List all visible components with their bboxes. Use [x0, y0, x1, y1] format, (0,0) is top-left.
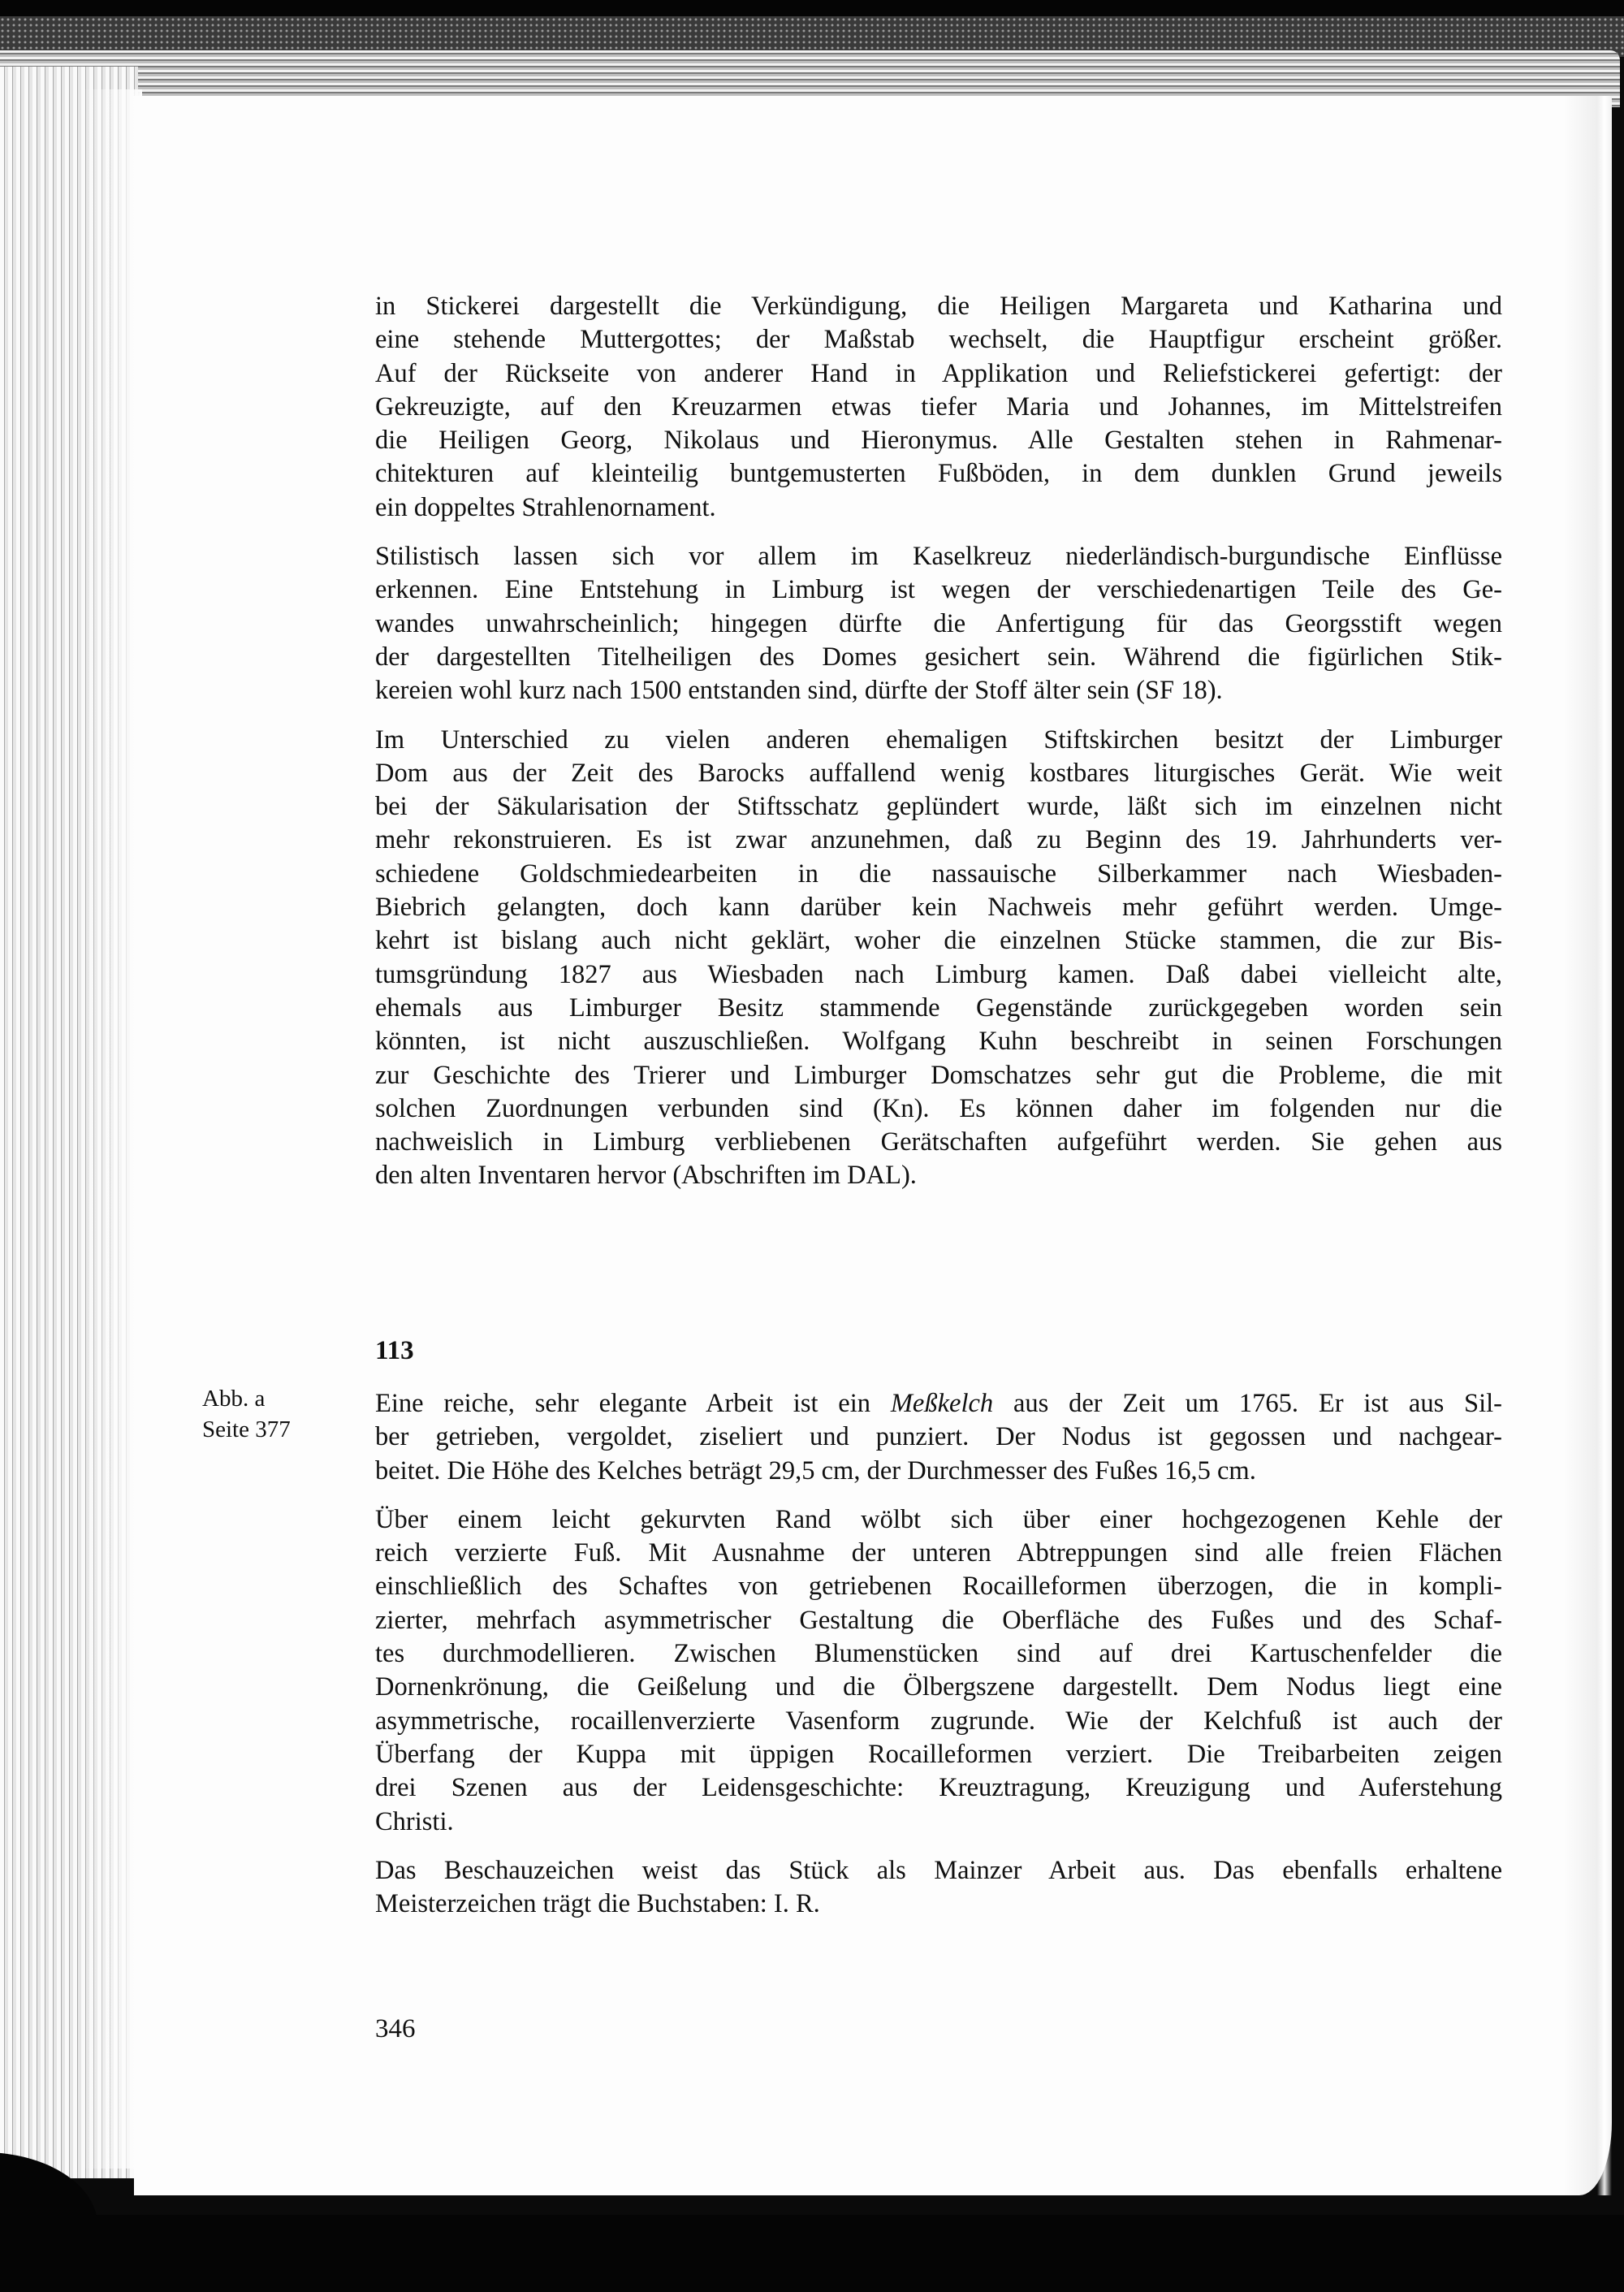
- text-line: ehemals aus Limburger Besitz stammende Gegenstände zurückgegeben worden sein: [375, 992, 1502, 1023]
- intro-text: [375, 290, 1502, 1209]
- text-line: Im Unterschied zu vielen anderen ehemaligen Stiftskirchen besitzt der Limburger: [375, 724, 1502, 755]
- text-line: Gekreuzigte, auf den Kreuzarmen etwas tiefer Maria und Johannes, im Mittelstreifen: [375, 391, 1502, 422]
- text-line: chitekturen auf kleinteilig buntgemusterten Fußböden, in dem dunklen Grund jeweils: [375, 459, 1502, 489]
- text-line: Biebrich gelangten, doch kann darüber kein Nachweis mehr geführt werden. Umge-: [375, 893, 1502, 923]
- figure-reference-label: Abb. a: [202, 1386, 266, 1412]
- text-line: Stilistisch lassen sich vor allem im Kaselkreuz niederländisch-burgundische Einflüsse: [375, 542, 1502, 572]
- text-line: eine stehende Muttergottes; der Maßstab wechselt, die Hauptfigur erscheint größer.: [375, 325, 1502, 355]
- chalice-term: Meßkelch: [890, 1389, 994, 1418]
- text-line: Das Beschauzeichen weist das Stück als Mainzer Arbeit aus. Das ebenfalls erhaltene: [375, 1855, 1502, 1885]
- text-line: Überfang der Kuppa mit üppigen Rocailleformen verziert. Die Treibarbeiten zeigen: [375, 1739, 1502, 1769]
- background-bottom: [0, 2215, 1624, 2292]
- text-line: Dom aus der Zeit des Barocks auffallend wenig kostbares liturgisches Gerät. Wie weit: [375, 758, 1502, 788]
- text-line: asymmetrische, rocaillenverzierte Vasenform zugrunde. Wie der Kelchfuß ist auch der: [375, 1706, 1502, 1736]
- text-line: kehrt ist bislang auch nicht geklärt, woher die einzelnen Stücke stammen, die zur Bis-: [375, 926, 1502, 956]
- text-line: in Stickerei dargestellt die Verkündigung, die Heiligen Margareta und Katharina und: [375, 292, 1502, 321]
- paragraph-hallmarks: [375, 1854, 1502, 1922]
- text-line: [375, 1387, 1502, 1421]
- page-stack-fade: [81, 89, 142, 2169]
- figure-reference-page: Seite 377: [202, 1416, 291, 1442]
- section-text: [375, 1387, 1502, 1936]
- text-line: einschließlich des Schaftes von getriebenen Rocailleformen überzogen, die in kompli-: [375, 1572, 1502, 1602]
- text-line: der dargestellten Titelheiligen des Domes gesichert sein. Während die figürlichen Stik-: [375, 642, 1502, 672]
- text-line: wandes unwahrscheinlich; hingegen dürfte die Anfertigung für das Georgsstift wegen: [375, 608, 1502, 638]
- text-line: reich verzierte Fuß. Mit Ausnahme der unteren Abtreppungen sind alle freien Flächen: [375, 1538, 1502, 1568]
- text-line: drei Szenen aus der Leidensgeschichte: Kreuztragung, Kreuzigung und Auferstehung: [375, 1773, 1502, 1803]
- text-line: zierter, mehrfach asymmetrischer Gestaltung die Oberfläche des Fußes und des Schaf-: [375, 1605, 1502, 1635]
- section-number: 113: [375, 1336, 414, 1365]
- text-line: erkennen. Eine Entstehung in Limburg ist wegen der verschiedenartigen Teile des Ge-: [375, 575, 1502, 605]
- text-line: Auf der Rückseite von anderer Hand in Applikation und Reliefstickerei gefertigt: der: [375, 358, 1502, 388]
- text-line: ber getrieben, vergoldet, ziseliert und punziert. Der Nodus ist gegossen und nachgear-: [375, 1422, 1502, 1452]
- text-run: aus der Zeit um 1765. Er ist aus Sil-: [993, 1389, 1502, 1418]
- text-line: tumsgründung 1827 aus Wiesbaden nach Limburg kamen. Daß dabei vielleicht alte,: [375, 959, 1502, 989]
- text-line: mehr rekonstruieren. Es ist zwar anzunehmen, daß zu Beginn des 19. Jahrhunderts ver-: [375, 825, 1502, 855]
- text-line: die Heiligen Georg, Nikolaus und Hieronymus. Alle Gestalten stehen in Rahmenar-: [375, 426, 1502, 456]
- text-line: Dornenkrönung, die Geißelung und die Ölbergszene dargestellt. Dem Nodus liegt eine: [375, 1672, 1502, 1702]
- paragraph-embroidery: [375, 290, 1502, 525]
- text-line: ein doppeltes Strahlenornament.: [375, 492, 716, 522]
- text-line: tes durchmodellieren. Zwischen Blumenstücken sind auf drei Kartuschenfelder die: [375, 1639, 1502, 1669]
- text-line: den alten Inventaren hervor (Abschriften im DAL).: [375, 1161, 917, 1191]
- page-number: 346: [375, 2014, 416, 2043]
- paragraph-stylistic: [375, 540, 1502, 707]
- text-line: nachweislich in Limburg verbliebenen Gerätschaften aufgeführt werden. Sie gehen aus: [375, 1127, 1502, 1157]
- paragraph-baroque-treasury: [375, 724, 1502, 1193]
- text-line: Über einem leicht gekurvten Rand wölbt sich über einer hochgezogenen Kehle der: [375, 1504, 1502, 1534]
- book-cover-edge: [0, 0, 1624, 57]
- text-line: solchen Zuordnungen verbunden sind (Kn). Es können daher im folgenden nur die: [375, 1093, 1502, 1123]
- text-run: Eine reiche, sehr elegante Arbeit ist ein: [375, 1389, 891, 1418]
- figure-reference-note: [202, 1383, 291, 1445]
- text-line: Christi.: [375, 1806, 454, 1836]
- text-line: könnten, ist nicht auszuschließen. Wolfgang Kuhn beschreibt in seinen Forschungen: [375, 1027, 1502, 1057]
- paragraph-chalice-description: [375, 1503, 1502, 1839]
- text-line: zur Geschichte des Trierer und Limburger Domschatzes sehr gut die Probleme, die mit: [375, 1060, 1502, 1090]
- text-line: beitet. Die Höhe des Kelches beträgt 29,5 cm, der Durchmesser des Fußes 16,5 cm.: [375, 1455, 1256, 1485]
- text-line: schiedene Goldschmiedearbeiten in die nassauische Silberkammer nach Wiesbaden-: [375, 858, 1502, 889]
- gutter-shadow: [1563, 96, 1612, 2195]
- text-line: Meisterzeichen trägt die Buchstaben: I. R.: [375, 1889, 820, 1919]
- paragraph-chalice-intro: [375, 1387, 1502, 1488]
- text-line: bei der Säkularisation der Stiftsschatz geplündert wurde, läßt sich im einzelnen nicht: [375, 792, 1502, 822]
- text-line: kereien wohl kurz nach 1500 entstanden sind, dürfte der Stoff älter sein (SF 18).: [375, 676, 1223, 706]
